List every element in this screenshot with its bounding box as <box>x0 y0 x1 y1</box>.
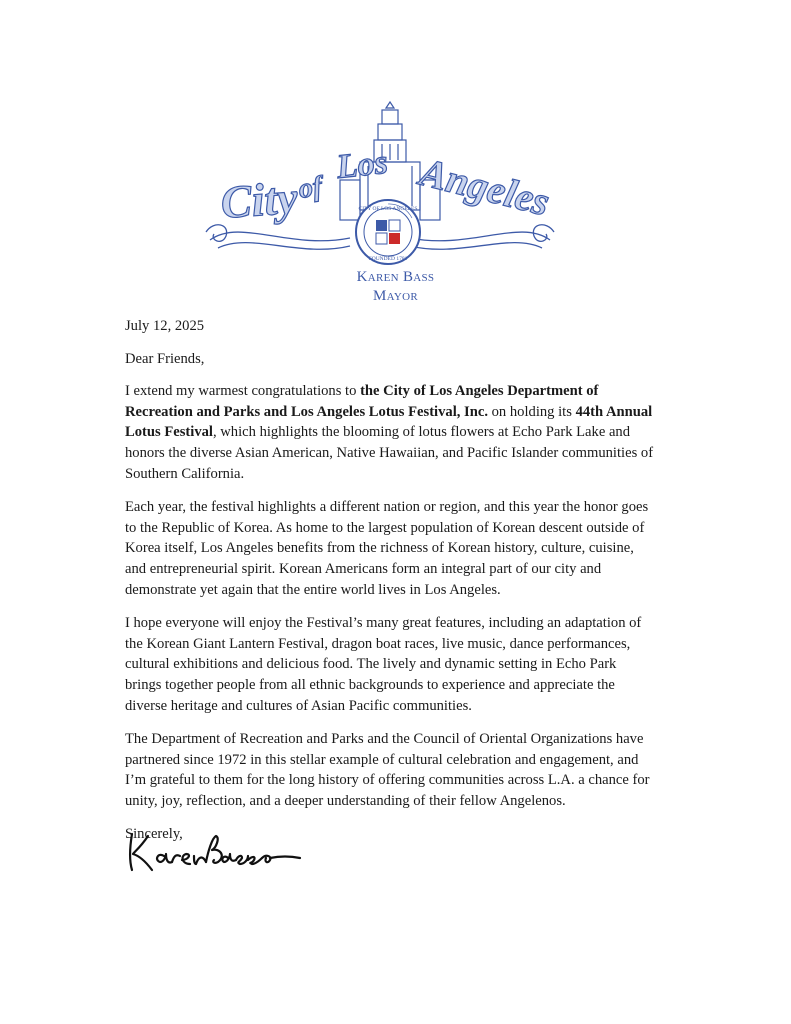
mayor-header <box>0 268 791 306</box>
svg-text:City: City <box>219 171 300 228</box>
p1-festival-name: 44th Annual Lotus Festival <box>125 403 653 441</box>
mayor-name: Karen Bass <box>356 269 435 285</box>
signature-graphic <box>124 826 304 878</box>
svg-text:Los: Los <box>334 143 390 186</box>
paragraph-congratulations <box>125 381 655 484</box>
svg-text:FOUNDED 1781: FOUNDED 1781 <box>368 256 408 262</box>
paragraph-partnership: The Department of Recreation and Parks and the Council of Oriental Organizations have partnered since 1972 in this stellar example of cultural celebration and engagement, and I’m grateful to them for the long history of offering communities across L.A. a chance for unity, joy, reflection, and a deeper understanding of their fellow Angelenos. <box>125 731 650 809</box>
mayor-signature <box>124 826 304 878</box>
letter-closing: Sincerely, <box>125 826 183 843</box>
p1-text-a: I extend my warmest congratulations to <box>125 383 361 400</box>
paragraph-features: I hope everyone will enjoy the Festival’s many great features, including an adaptation of the Korean Giant Lantern Festival, dragon boat races, live music, dance performances, cultural exhibitions and delicious food. The lively and dynamic setting in Echo Park brings together people from all ethnic backgrounds to experience and appreciate the diverse heritage and cultures of Asian Pacific communities. <box>125 615 642 714</box>
paragraph-korea: Each year, the festival highlights a different nation or region, and this year the honor goes to the Republic of Korea. As home to the largest population of Korean descent outside of Korea itself, Los Angeles benefits from the richness of Korean history, culture, cuisine, and entrepreneurial spirit. Korean Americans form an integral part of our city and demonstrate yet again that the entire world lives in Los Angeles. <box>125 499 649 598</box>
city-seal <box>356 200 420 264</box>
letter-body <box>125 316 655 845</box>
mayor-title: Mayor <box>373 288 418 304</box>
p1-text-e: , which highlights the blooming of lotus flowers at Echo Park Lake and honors the diverse Asian American, Native Hawaiian, and Pacific Islander communities of Southern California. <box>125 424 654 482</box>
city-of-los-angeles-letterhead <box>200 100 560 270</box>
svg-text:Angeles: Angeles <box>415 149 554 225</box>
p1-text-c: on holding its <box>487 403 576 420</box>
letter-salutation: Dear Friends, <box>125 350 205 367</box>
svg-text:of: of <box>296 170 325 205</box>
letter-date: July 12, 2025 <box>125 318 205 334</box>
p1-organizations: the City of Los Angeles Department of Recreation and Parks and Los Angeles Lotus Festival, Inc. <box>125 383 599 420</box>
city-logo-graphic <box>200 100 560 270</box>
svg-text:CITY OF LOS ANGELES: CITY OF LOS ANGELES <box>358 206 418 212</box>
